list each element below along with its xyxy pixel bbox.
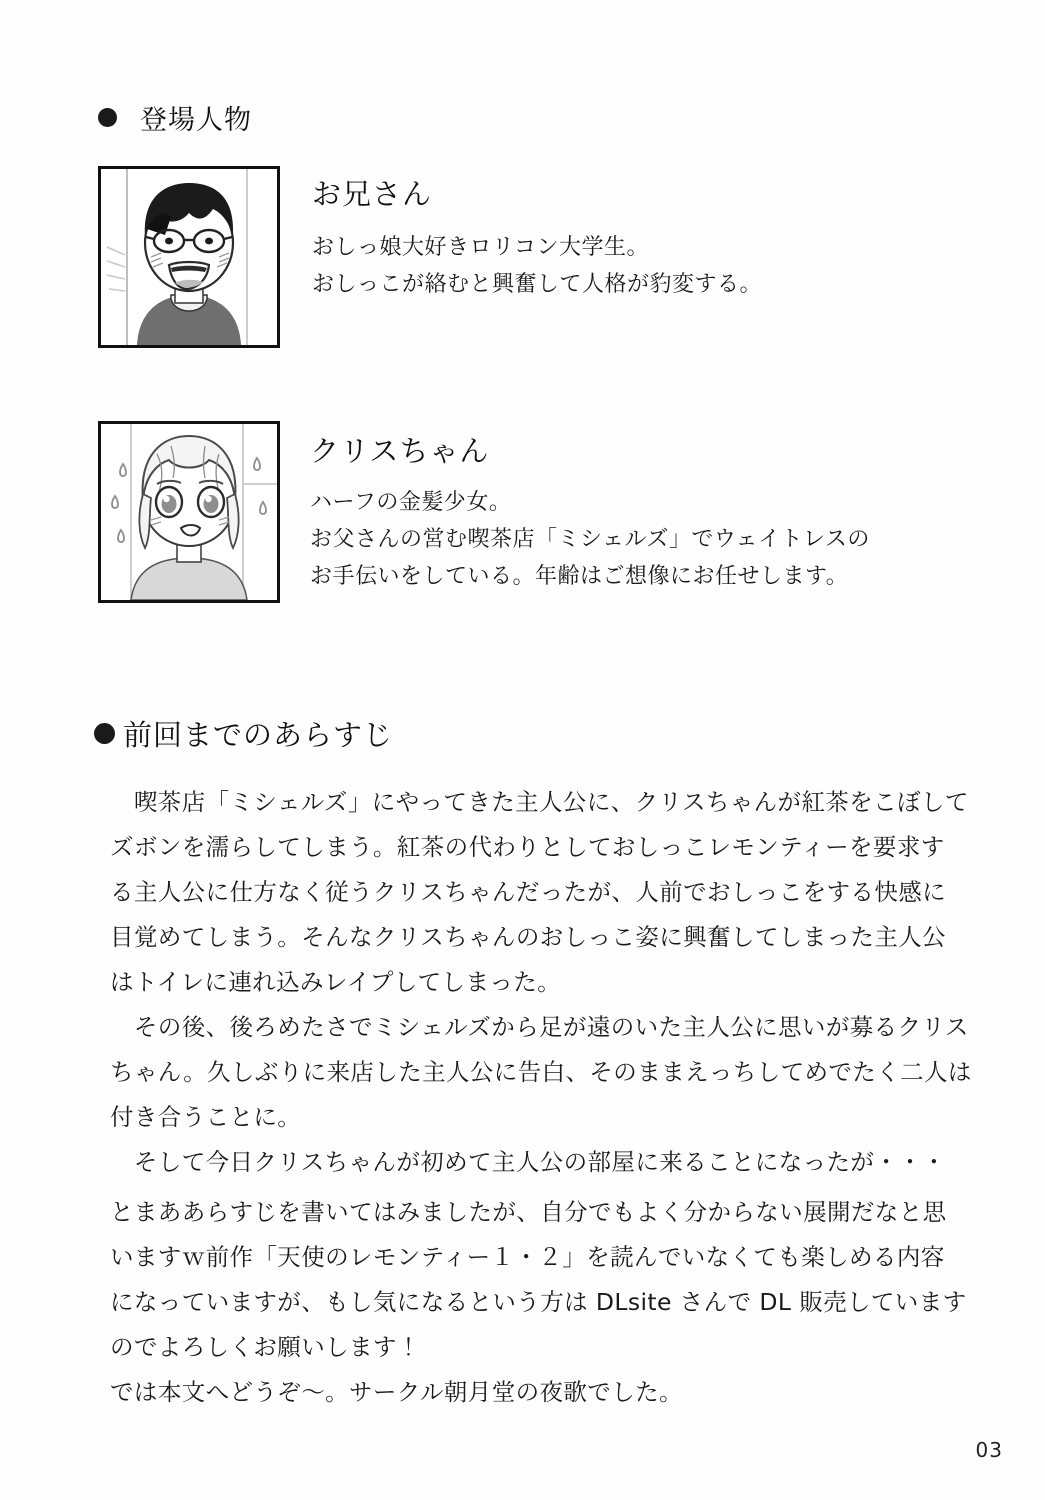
synopsis-body (110, 780, 972, 1185)
boy-with-glasses-portrait (98, 166, 280, 348)
section-heading-synopsis (94, 713, 393, 754)
character-desc-line: ハーフの金髪少女。 (310, 490, 512, 515)
synopsis-line: はトイレに連れ込みレイプしてしまった。 (110, 968, 562, 996)
section-heading-characters-label: 登場人物 (140, 105, 252, 136)
synopsis-line: る主人公に仕方なく従うクリスちゃんだったが、人前でおしっこをする快感に (110, 878, 947, 906)
character-desc-line: おしっこが絡むと興奮して人格が豹変する。 (312, 272, 763, 297)
synopsis-line: ズボンを濡らしてしまう。紅茶の代わりとしておしっこレモンティーを要求す (110, 833, 945, 861)
character-text-kurisu (310, 421, 870, 595)
character-name: クリスちゃん (310, 434, 490, 468)
character-name: お兄さん (312, 177, 433, 211)
page-number: 03 (975, 1438, 1003, 1462)
character-entry-oniisan (98, 166, 762, 348)
bullet-icon (94, 723, 115, 744)
synopsis-line: ちゃん。久しぶりに来店した主人公に告白、そのままえっちしてめでたく二人は (110, 1058, 972, 1086)
afterword-body (110, 1190, 967, 1415)
character-desc-line: おしっ娘大好きロリコン大学生。 (312, 235, 650, 260)
afterword-line: になっていますが、もし気になるという方は DLsite さんで DL 販売しています (110, 1288, 967, 1316)
synopsis-line: そして今日クリスちゃんが初めて主人公の部屋に来ることになったが・・・ (110, 1148, 947, 1176)
character-entry-kurisu (98, 421, 870, 603)
bullet-icon (98, 108, 117, 127)
synopsis-line: その後、後ろめたさでミシェルズから足が遠のいた主人公に思いが募るクリス (110, 1013, 969, 1041)
synopsis-line: 目覚めてしまう。そんなクリスちゃんのおしっこ姿に興奮してしまった主人公 (110, 923, 947, 951)
character-text-oniisan (312, 166, 762, 303)
character-desc-line: お手伝いをしている。年齢はご想像にお任せします。 (310, 564, 849, 589)
afterword-line: いますｗ前作「天使のレモンティー１・２」を読んでいなくても楽しめる内容 (110, 1243, 945, 1271)
section-heading-synopsis-label: 前回までのあらすじ (123, 718, 394, 752)
synopsis-line: 喫茶店「ミシェルズ」にやってきた主人公に、クリスちゃんが紅茶をこぼして (110, 788, 969, 816)
synopsis-line: 付き合うことに。 (110, 1103, 302, 1131)
character-desc-line: お父さんの営む喫茶店「ミシェルズ」でウェイトレスの (310, 527, 870, 552)
afterword-line: では本文へどうぞ〜。サークル朝月堂の夜歌でした。 (110, 1378, 683, 1406)
afterword-line: とまああらすじを書いてはみましたが、自分でもよく分からない展開だなと思 (110, 1198, 947, 1226)
section-heading-characters (98, 98, 252, 137)
blonde-girl-portrait (98, 421, 280, 603)
afterword-line: のでよろしくお願いします！ (110, 1333, 421, 1361)
